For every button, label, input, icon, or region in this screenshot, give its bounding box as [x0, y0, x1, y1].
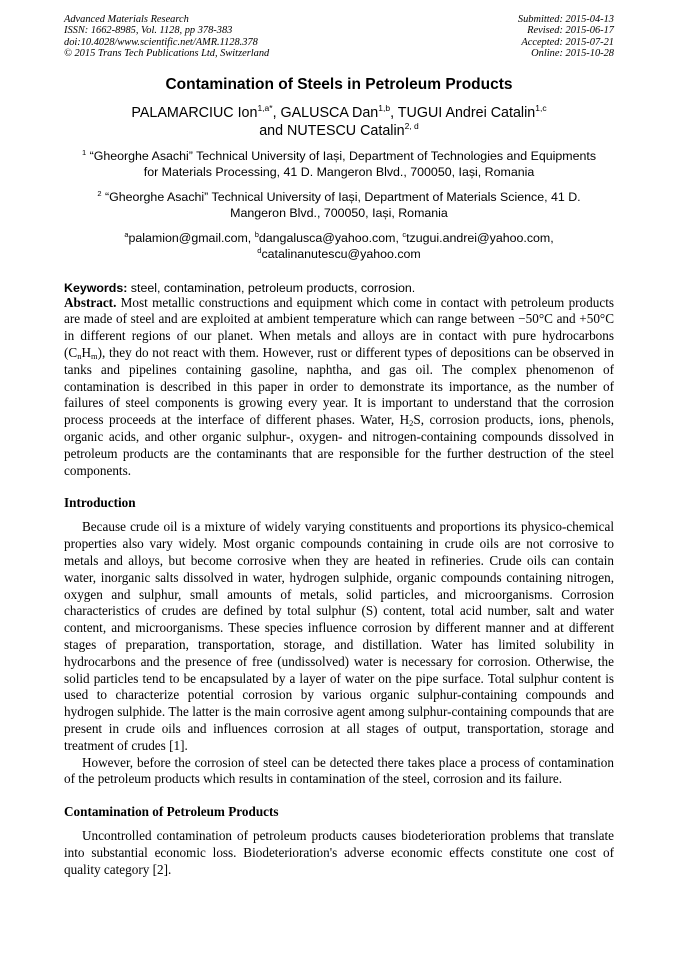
author-name: and NUTESCU Catalin [259, 122, 405, 139]
email-superscript: c [402, 229, 407, 239]
affiliation-text: “Gheorghe Asachi” Technical University of Iași, Department of Materials Science, 41 D. Mangeron Blvd., 700050, Iași, Romania [101, 189, 581, 221]
author-superscript: 1,b [378, 102, 391, 113]
email-superscript: d [257, 245, 262, 255]
affiliation-superscript: 1 [81, 147, 87, 157]
abstract-label: Abstract. [64, 294, 117, 310]
email-superscript: a [124, 229, 129, 239]
date-submitted: Submitted: 2015-04-13 [517, 14, 614, 25]
email-link[interactable]: palamion@gmail.com, [128, 230, 255, 245]
email-link[interactable]: tzugui.andrei@yahoo.com, [406, 230, 554, 245]
section-heading-introduction: Introduction [64, 495, 136, 511]
affiliation-superscript: 2 [97, 188, 102, 198]
journal-doi[interactable]: doi:10.4028/www.scientific.net/AMR.1128.378 [64, 36, 258, 48]
author-name: , TUGUI Andrei Catalin [390, 104, 536, 121]
journal-info [64, 14, 269, 60]
abstract-text: Most metallic constructions and equipment which come in contact with petroleum products are made of steel and are exploited at ambient temperature which can range between −50°C and +50°C in different regions of our planet. When metals and alloys are in contact with pure hydrocarbons (C [64, 294, 614, 361]
keywords-text: steel, contamination, petroleum products, corrosion. [127, 280, 416, 295]
journal-copyright: © 2015 Trans Tech Publications Ltd, Switzerland [64, 48, 270, 60]
subscript: n [77, 351, 82, 362]
author-list [64, 104, 614, 140]
intro-paragraph-2: However, before the corrosion of steel can be detected there takes place a process of contamination of the petroleum products which results in contamination of the steel, corrosion and its failure. [64, 754, 614, 787]
journal-name: Advanced Materials Research [64, 14, 189, 25]
paper-page [64, 14, 614, 879]
author-name: PALAMARCIUC Ion [131, 104, 258, 121]
date-online: Online: 2015-10-28 [531, 48, 614, 60]
contamination-paragraph-1: Uncontrolled contamination of petroleum products causes biodeterioration problems that translate into substantial economic loss. Biodeterioration's adverse economic effects constitute one cost of quality category [2]. [64, 828, 614, 877]
journal-header [64, 14, 614, 60]
affiliation-text: “Gheorghe Asachi” Technical University of Iași, Department of Technologies and Equipments for Materials Processing, 41 D. Mangeron Blvd., 700050, Iași, Romania [86, 148, 597, 180]
abstract-text: ), they do not react with them. However, rust or different types of depositions can be observed in tanks and pipelines containing gasoline, naphtha, and gas oil. The complex phenomenon of contamination is described in this paper in order to demonstrate its importance, as the number of failures of steel components is growing every year. It is important to understand that the corrosion process proceeds at the interface of different phases. Water, H [64, 345, 614, 428]
journal-issn: ISSN: 1662-8985, Vol. 1128, pp 378-383 [64, 25, 233, 37]
abstract [64, 295, 614, 480]
intro-paragraph-1: Because crude oil is a mixture of widely varying constituents and proportions its physico-chemical properties also vary widely. Most organic compounds containing in crude oils are not corrosive to metals and alloys, but become corrosive when they are heated in refineries. Crude oils can contain water, inorganic salts dissolved in water, hydrogen sulphide, organic compounds containing nitrogen, oxygen and sulphur, small amounts of metals, solid particles, and microorganisms. Corrosion characteristics of crudes are defined by total sulphur (S) content, total acid number, salt and water content, and microorganisms. These species influence corrosion by different manner and at different stages of preparation, transportation, storage, and distillation. Water has limited solubility in hydrocarbons and the presence of free (undissolved) water is necessary for corrosion. Otherwise, the solid particles tend to be encapsulated by a layer of water on the pipe surface. Total sulphur content is used to characterize potential corrosion by various organic sulphur-containing compounds and hydrogen sulphide. The latter is the main corrosive agent among sulphur-containing compounds that are present in crude oils and influences corrosion at all stages of output, transportation, storage and treatment of crudes [1]. [64, 519, 614, 753]
paper-title: Contamination of Steels in Petroleum Products [165, 75, 513, 93]
abstract-text: S, corrosion products, ions, phenols, organic acids, and other organic sulphur-, oxygen- and nitrogen-containing compounds dissolved in petroleum products are the contaminants that are responsible for the further destruction of the steel components. [64, 412, 614, 478]
author-superscript: 1,c [535, 102, 547, 113]
author-name: , GALUSCA Dan [272, 104, 379, 121]
keywords-label: Keywords: [64, 280, 128, 295]
subscript: 2 [409, 418, 414, 429]
email-link[interactable]: dangalusca@yahoo.com, [258, 230, 403, 245]
publication-dates [518, 14, 614, 60]
subscript: m [90, 351, 98, 362]
date-revised: Revised: 2015-06-17 [527, 25, 614, 37]
date-accepted: Accepted: 2015-07-21 [521, 36, 614, 48]
section-heading-contamination: Contamination of Petroleum Products [64, 804, 279, 820]
abstract-text: H [81, 345, 91, 361]
affiliation-1 [64, 148, 614, 181]
keywords [64, 281, 614, 295]
author-superscript: 1,a* [257, 102, 273, 113]
affiliation-2 [64, 189, 614, 222]
email-link[interactable]: catalinanutescu@yahoo.com [261, 246, 421, 261]
author-superscript: 2, d [404, 120, 419, 131]
email-list [64, 230, 614, 262]
email-superscript: b [254, 229, 259, 239]
